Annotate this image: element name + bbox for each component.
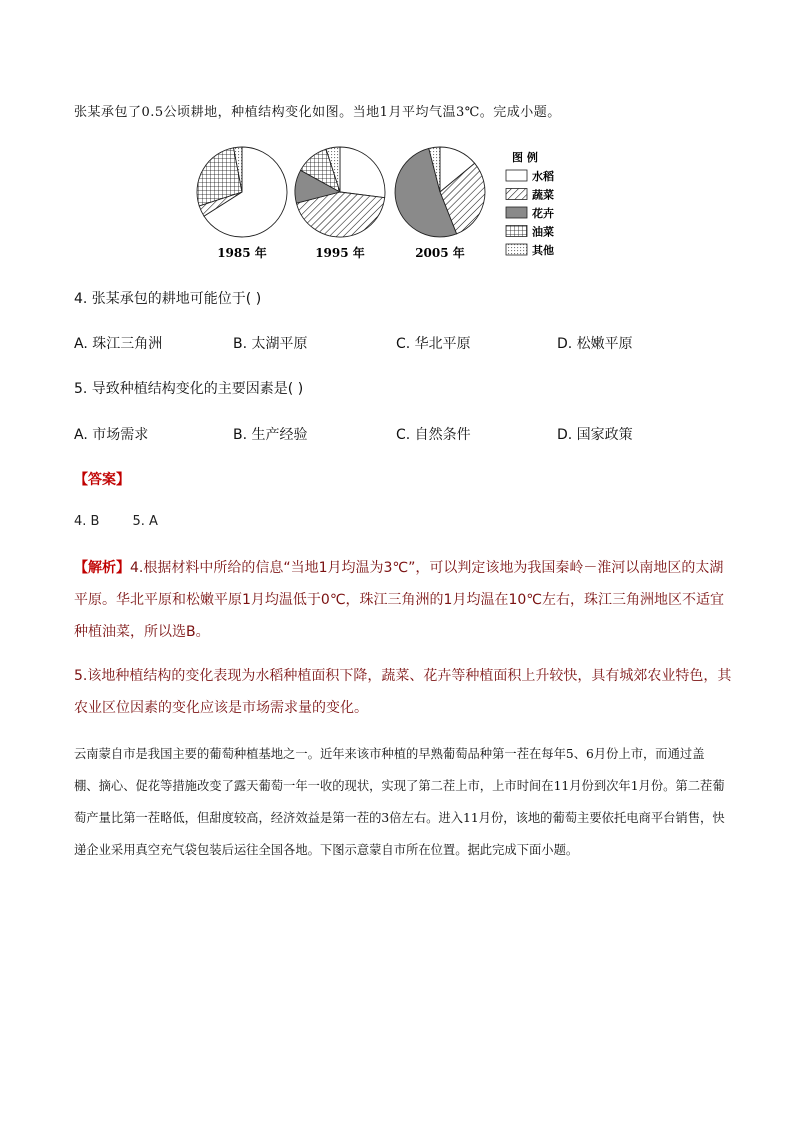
- analysis-paragraph-1: [74, 552, 734, 648]
- legend-swatch-vegetable: [506, 189, 527, 200]
- pie-1-slice-rice: [340, 147, 385, 198]
- q5-option-c[interactable]: C. 自然条件: [396, 427, 471, 443]
- q4-option-a[interactable]: A. 珠江三角洲: [74, 336, 163, 352]
- q4-option-b[interactable]: B. 太湖平原: [233, 336, 308, 352]
- crop-structure-figure: [190, 142, 570, 264]
- intro-text: 张某承包了0.5公顷耕地，种植结构变化如图。当地1月平均气温3℃。完成小题。: [74, 105, 561, 120]
- pie-1-year-label: 1995 年: [315, 246, 365, 260]
- legend-label-rice: 水稻: [532, 170, 554, 183]
- legend-label-rapeseed: 油菜: [532, 225, 554, 239]
- answer-tag: 【答案】: [74, 472, 130, 488]
- pie-0-year-label: 1985 年: [217, 246, 267, 260]
- legend-label-other: 其他: [532, 244, 554, 257]
- q4-option-d[interactable]: D. 松嫩平原: [557, 336, 633, 352]
- reading-passage: 云南蒙自市是我国主要的葡萄种植基地之一。近年来该市种植的早熟葡萄品种第一茬在每年5、6月份上市，而通过盖棚、摘心、促花等措施改变了露天葡萄一年一收的现状，实现了第二茬上市，上市时间在11月份到次年1月份。第二茬葡萄产量比第一茬略低，但甜度较高，经济效益是第一茬的3倍左右。进入11月份，该地的葡萄主要依托电商平台销售，快递企业采用真空充气袋包装后运往全国各地。下图示意蒙自市所在位置。据此完成下面小题。: [74, 747, 725, 857]
- legend-swatch-rapeseed: [506, 226, 527, 237]
- answers: 4. B 5. A: [74, 514, 158, 529]
- q5-option-d[interactable]: D. 国家政策: [557, 427, 633, 443]
- analysis-text-1: 4.根据材料中所给的信息“当地1月均温为3℃”，可以判定该地为我国秦岭－淮河以南地区的太湖平原。华北平原和松嫩平原1月均温低于0℃，珠江三角洲的1月均温在10℃左右，珠江三角洲地区不适宜种植油菜，所以选B。: [74, 560, 724, 640]
- legend-swatch-other: [506, 244, 527, 255]
- q5-option-b[interactable]: B. 生产经验: [233, 427, 308, 443]
- question-4: 4. 张某承包的耕地可能位于( ): [74, 291, 262, 307]
- pie-2-year-label: 2005 年: [415, 246, 465, 260]
- legend-label-vegetable: 蔬菜: [532, 188, 554, 202]
- q5-option-a[interactable]: A. 市场需求: [74, 427, 149, 443]
- analysis-paragraph-2: 5.该地种植结构的变化表现为水稻种植面积下降，蔬菜、花卉等种植面积上升较快，具有城郊农业特色，其农业区位因素的变化应该是市场需求量的变化。: [74, 668, 732, 716]
- analysis-tag: 【解析】: [74, 560, 130, 576]
- legend-label-flower: 花卉: [532, 207, 554, 220]
- q4-option-c[interactable]: C. 华北平原: [396, 336, 471, 352]
- legend-swatch-flower: [506, 207, 527, 218]
- legend-title: 图 例: [512, 151, 538, 164]
- legend-swatch-rice: [506, 170, 527, 181]
- question-5: 5. 导致种植结构变化的主要因素是( ): [74, 381, 304, 397]
